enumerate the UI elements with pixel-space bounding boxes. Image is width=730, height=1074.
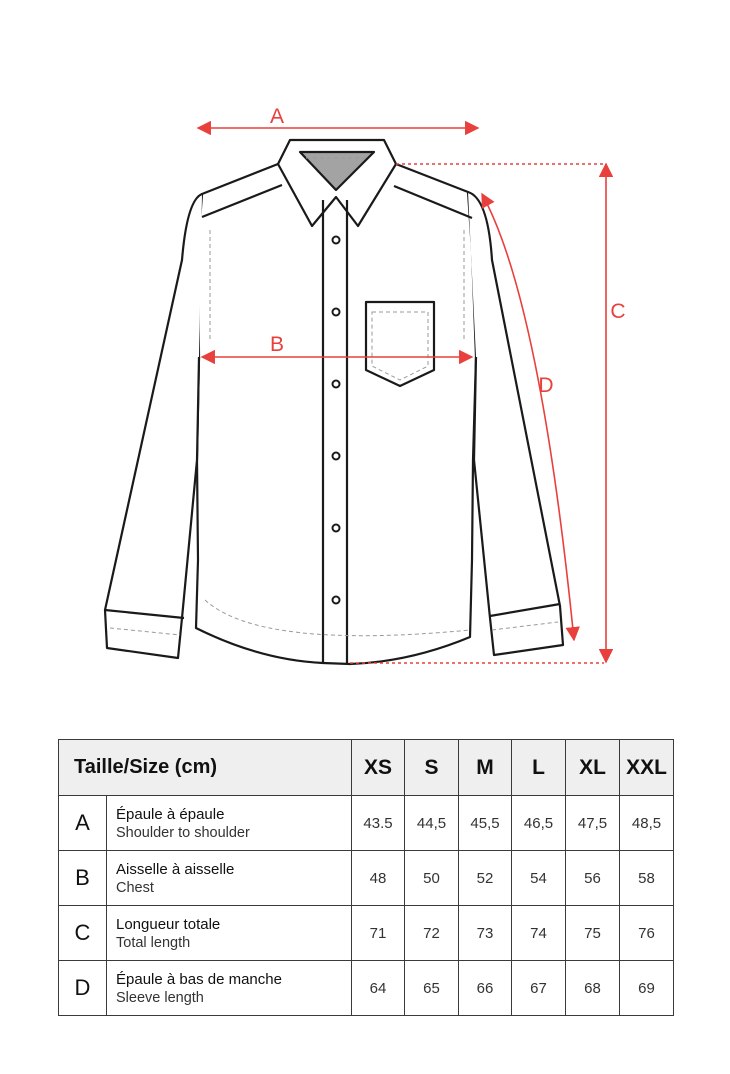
size-header-m: M bbox=[459, 740, 512, 796]
value-cell: 50 bbox=[405, 851, 459, 906]
row-description bbox=[107, 961, 352, 1016]
label-english: Total length bbox=[116, 934, 191, 951]
value-cell: 76 bbox=[620, 906, 674, 961]
pocket bbox=[366, 302, 434, 386]
value-cell: 48,5 bbox=[620, 796, 674, 851]
value-cell: 75 bbox=[566, 906, 620, 961]
value-cell: 65 bbox=[405, 961, 459, 1016]
value-cell: 44,5 bbox=[405, 796, 459, 851]
label-french: Épaule à bas de manche bbox=[116, 970, 282, 988]
size-header-xl: XL bbox=[566, 740, 620, 796]
shirt-button bbox=[333, 597, 340, 604]
label-french: Aisselle à aisselle bbox=[116, 860, 235, 878]
value-cell: 58 bbox=[620, 851, 674, 906]
size-header-s: S bbox=[405, 740, 459, 796]
value-cell: 45,5 bbox=[459, 796, 512, 851]
value-cell: 48 bbox=[352, 851, 405, 906]
size-header-xxl: XXL bbox=[620, 740, 674, 796]
row-letter: D bbox=[59, 961, 107, 1016]
row-description bbox=[107, 906, 352, 961]
label-c: C bbox=[610, 300, 626, 323]
table-row bbox=[59, 851, 674, 906]
label-french: Épaule à épaule bbox=[116, 805, 225, 823]
value-cell: 43.5 bbox=[352, 796, 405, 851]
value-cell: 64 bbox=[352, 961, 405, 1016]
value-cell: 67 bbox=[512, 961, 566, 1016]
value-cell: 74 bbox=[512, 906, 566, 961]
table-title: Taille/Size (cm) bbox=[59, 740, 352, 796]
value-cell: 73 bbox=[459, 906, 512, 961]
left-sleeve bbox=[105, 194, 202, 658]
value-cell: 68 bbox=[566, 961, 620, 1016]
label-english: Sleeve length bbox=[116, 989, 204, 1006]
value-cell: 71 bbox=[352, 906, 405, 961]
size-table bbox=[58, 739, 674, 1016]
shirt-button bbox=[333, 381, 340, 388]
value-cell: 46,5 bbox=[512, 796, 566, 851]
shirt-button bbox=[333, 309, 340, 316]
size-header-row bbox=[59, 740, 674, 796]
label-english: Shoulder to shoulder bbox=[116, 824, 250, 841]
row-letter: A bbox=[59, 796, 107, 851]
label-b: B bbox=[269, 333, 285, 356]
right-sleeve bbox=[468, 192, 563, 655]
value-cell: 54 bbox=[512, 851, 566, 906]
size-header-xs: XS bbox=[352, 740, 405, 796]
value-cell: 66 bbox=[459, 961, 512, 1016]
row-letter: B bbox=[59, 851, 107, 906]
label-english: Chest bbox=[116, 879, 154, 896]
row-letter: C bbox=[59, 906, 107, 961]
shirt-button bbox=[333, 453, 340, 460]
value-cell: 56 bbox=[566, 851, 620, 906]
label-d: D bbox=[538, 374, 554, 397]
shirt-button bbox=[333, 237, 340, 244]
label-a: A bbox=[269, 105, 285, 128]
value-cell: 47,5 bbox=[566, 796, 620, 851]
value-cell: 52 bbox=[459, 851, 512, 906]
shirt-button bbox=[333, 525, 340, 532]
table-row bbox=[59, 906, 674, 961]
value-cell: 69 bbox=[620, 961, 674, 1016]
size-header-l: L bbox=[512, 740, 566, 796]
table-row bbox=[59, 961, 674, 1016]
value-cell: 72 bbox=[405, 906, 459, 961]
row-description bbox=[107, 796, 352, 851]
row-description bbox=[107, 851, 352, 906]
table-row bbox=[59, 796, 674, 851]
label-french: Longueur totale bbox=[116, 915, 221, 933]
